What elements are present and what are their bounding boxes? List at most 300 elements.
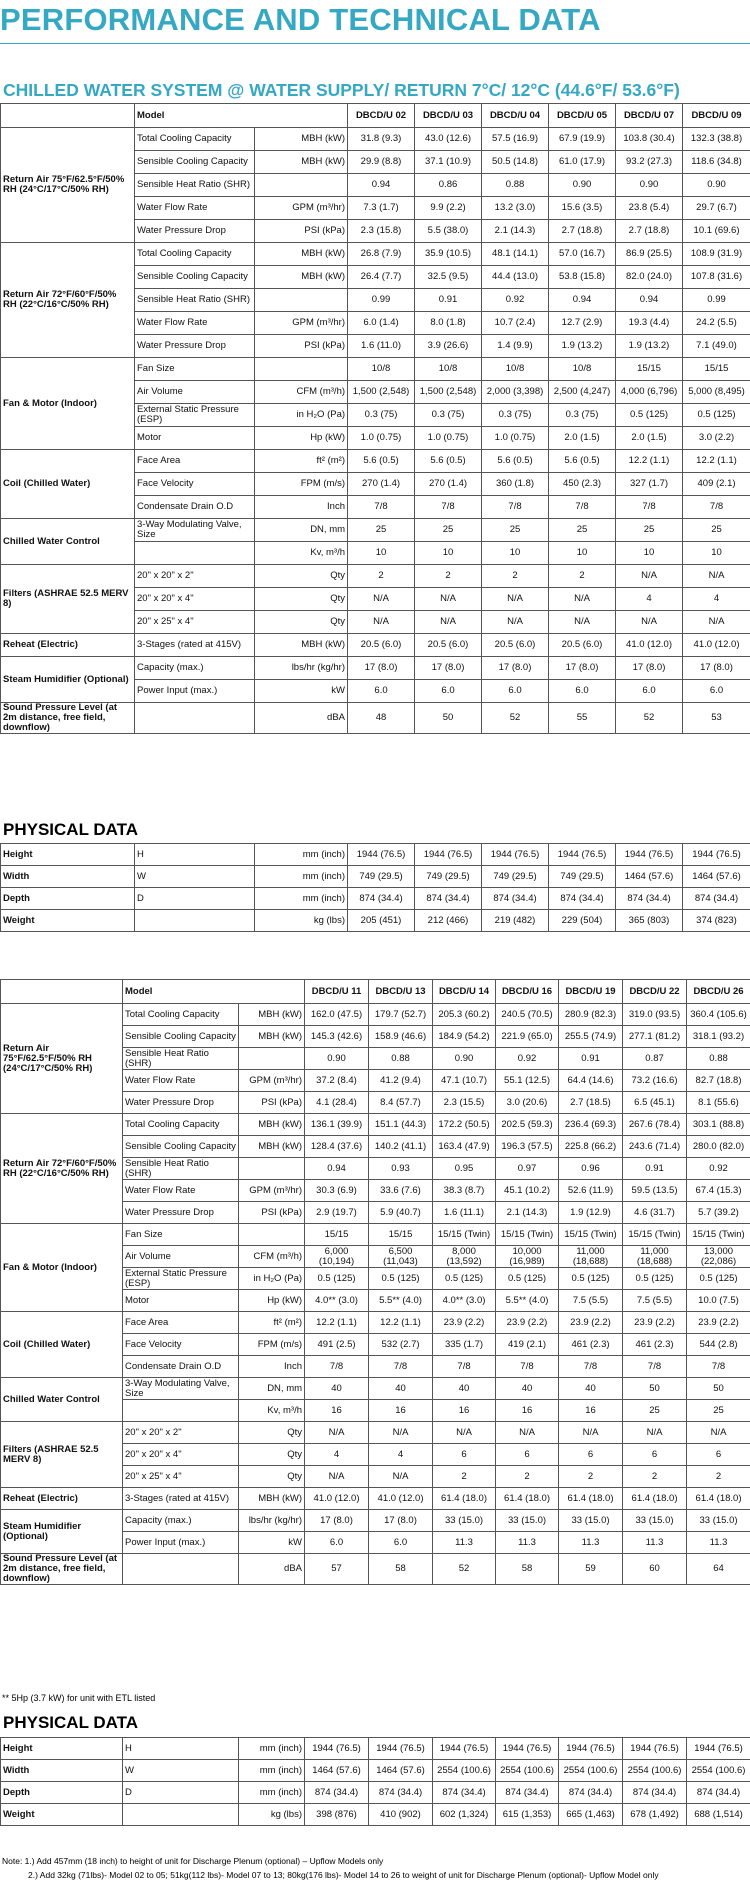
model-header: DBCD/U 09 <box>683 104 750 128</box>
value-cell: N/A <box>305 1422 369 1444</box>
model-header: DBCD/U 16 <box>496 980 559 1004</box>
value-cell: 6.0 <box>482 680 549 703</box>
value-cell: 1.6 (11.0) <box>348 335 415 358</box>
table-row <box>1 1224 750 1246</box>
value-cell: 10/8 <box>348 358 415 381</box>
value-cell: 172.2 (50.5) <box>433 1114 496 1136</box>
value-cell: 0.5 (125) <box>433 1268 496 1290</box>
model-header: DBCD/U 19 <box>559 980 623 1004</box>
param-label <box>135 542 255 565</box>
value-cell: 17 (8.0) <box>549 657 616 680</box>
value-cell: 4.0** (3.0) <box>305 1290 369 1312</box>
value-cell: 2.0 (1.5) <box>549 427 616 450</box>
value-cell: 41.0 (12.0) <box>369 1488 433 1510</box>
table-row <box>1 657 750 680</box>
value-cell: 73.2 (16.6) <box>623 1070 687 1092</box>
value-cell: 602 (1,324) <box>433 1804 496 1826</box>
group-label: Steam Humidifier (Optional) <box>1 657 135 703</box>
value-cell: 0.88 <box>687 1048 750 1070</box>
unit-label: lbs/hr (kg/hr) <box>255 657 348 680</box>
table-row <box>1 1782 750 1804</box>
param-label: 20" x 25" x 4" <box>135 611 255 634</box>
value-cell: 50 <box>687 1378 750 1400</box>
value-cell: 58 <box>369 1554 433 1585</box>
model-header: DBCD/U 05 <box>549 104 616 128</box>
unit-label <box>255 174 348 197</box>
value-cell: 0.92 <box>687 1158 750 1180</box>
value-cell: 140.2 (41.1) <box>369 1136 433 1158</box>
value-cell: 874 (34.4) <box>482 888 549 910</box>
value-cell: 0.5 (125) <box>496 1268 559 1290</box>
unit-label: DN, mm <box>255 519 348 542</box>
value-cell: 11.3 <box>496 1532 559 1554</box>
value-cell: 5,000 (8,495) <box>683 381 750 404</box>
value-cell: 1.9 (13.2) <box>616 335 683 358</box>
value-cell: 5.6 (0.5) <box>549 450 616 473</box>
value-cell: 13.2 (3.0) <box>482 197 549 220</box>
unit-label: MBH (kW) <box>239 1136 305 1158</box>
value-cell: 0.94 <box>549 289 616 312</box>
value-cell: 50 <box>415 703 482 734</box>
param-label: Water Pressure Drop <box>123 1202 239 1224</box>
value-cell: 874 (34.4) <box>348 888 415 910</box>
param-label <box>135 703 255 734</box>
value-cell: 461 (2.3) <box>623 1334 687 1356</box>
param-label: Condensate Drain O.D <box>135 496 255 519</box>
unit-label <box>255 358 348 381</box>
table-row <box>1 358 750 381</box>
value-cell: 255.5 (74.9) <box>559 1026 623 1048</box>
value-cell: 86.9 (25.5) <box>616 243 683 266</box>
unit-label <box>239 1224 305 1246</box>
param-label: Sensible Heat Ratio (SHR) <box>123 1048 239 1070</box>
physical-unit: mm (inch) <box>255 844 348 866</box>
value-cell: 15/15 (Twin) <box>687 1224 750 1246</box>
value-cell: 6,000 (10,194) <box>305 1246 369 1268</box>
value-cell: 15/15 <box>616 358 683 381</box>
param-label: Total Cooling Capacity <box>123 1004 239 1026</box>
value-cell: 0.88 <box>369 1048 433 1070</box>
value-cell: 61.4 (18.0) <box>687 1488 750 1510</box>
value-cell: 0.3 (75) <box>482 404 549 427</box>
value-cell: 749 (29.5) <box>549 866 616 888</box>
value-cell: 15/15 (Twin) <box>623 1224 687 1246</box>
value-cell: 40 <box>433 1378 496 1400</box>
table-row <box>1 1114 750 1136</box>
value-cell: 4.1 (28.4) <box>305 1092 369 1114</box>
value-cell: 229 (504) <box>549 910 616 932</box>
value-cell: 10.0 (7.5) <box>687 1290 750 1312</box>
value-cell: 163.4 (47.9) <box>433 1136 496 1158</box>
value-cell: 50 <box>623 1378 687 1400</box>
value-cell: 59 <box>559 1554 623 1585</box>
value-cell: 17 (8.0) <box>482 657 549 680</box>
value-cell: 2.3 (15.5) <box>433 1092 496 1114</box>
value-cell: 52 <box>616 703 683 734</box>
physical-data-title-2: PHYSICAL DATA <box>3 1713 139 1732</box>
value-cell: 57.5 (16.9) <box>482 128 549 151</box>
value-cell: 615 (1,353) <box>496 1804 559 1826</box>
param-label: External Static Pressure (ESP) <box>135 404 255 427</box>
value-cell: 0.86 <box>415 174 482 197</box>
value-cell: 4 <box>683 588 750 611</box>
value-cell: 360 (1.8) <box>482 473 549 496</box>
section-subtitle: CHILLED WATER SYSTEM @ WATER SUPPLY/ RETURN 7°C/ 12°C (44.6°F/ 53.6°F) <box>3 80 680 100</box>
param-label: Air Volume <box>135 381 255 404</box>
unit-label: MBH (kW) <box>239 1026 305 1048</box>
value-cell: 267.6 (78.4) <box>623 1114 687 1136</box>
value-cell: N/A <box>415 611 482 634</box>
table-row <box>1 703 750 734</box>
value-cell: 2.3 (15.8) <box>348 220 415 243</box>
physical-code: H <box>135 844 255 866</box>
group-label: Fan & Motor (Indoor) <box>1 1224 123 1312</box>
value-cell: 2 <box>687 1466 750 1488</box>
value-cell: 8.0 (1.8) <box>415 312 482 335</box>
value-cell: 15/15 (Twin) <box>433 1224 496 1246</box>
note-1: Note: 1.) Add 457mm (18 inch) to height of unit for Discharge Plenum (optional) – Upflow Models only <box>2 1856 384 1866</box>
value-cell: 0.90 <box>616 174 683 197</box>
value-cell: 9.9 (2.2) <box>415 197 482 220</box>
value-cell: 0.91 <box>559 1048 623 1070</box>
value-cell: N/A <box>482 611 549 634</box>
group-label: Return Air 75°F/62.5°F/50% RH (24°C/17°C/50% RH) <box>1 1004 123 1114</box>
value-cell: 15/15 (Twin) <box>559 1224 623 1246</box>
spec-table-models-02-09 <box>0 103 750 734</box>
param-label: 3-Way Modulating Valve, Size <box>135 519 255 542</box>
value-cell: 23.9 (2.2) <box>496 1312 559 1334</box>
value-cell: 41.0 (12.0) <box>616 634 683 657</box>
param-label: 3-Stages (rated at 415V) <box>135 634 255 657</box>
param-label: Water Flow Rate <box>123 1180 239 1202</box>
unit-label: Qty <box>239 1444 305 1466</box>
physical-code <box>123 1804 239 1826</box>
value-cell: 0.3 (75) <box>415 404 482 427</box>
value-cell: 145.3 (42.6) <box>305 1026 369 1048</box>
physical-name: Height <box>1 1738 123 1760</box>
value-cell: 219 (482) <box>482 910 549 932</box>
param-label: Total Cooling Capacity <box>123 1114 239 1136</box>
value-cell: 678 (1,492) <box>623 1804 687 1826</box>
value-cell: 2.7 (18.8) <box>616 220 683 243</box>
model-header: DBCD/U 22 <box>623 980 687 1004</box>
value-cell: 874 (34.4) <box>433 1782 496 1804</box>
value-cell: 0.93 <box>369 1158 433 1180</box>
value-cell: 1944 (76.5) <box>687 1738 750 1760</box>
physical-code: H <box>123 1738 239 1760</box>
note-2: 2.) Add 32kg (71lbs)- Model 02 to 05; 51kg(112 lbs)- Model 07 to 13; 80kg(176 lbs)- Model 14 to 26 to weight of unit for Discharge Plenum (optional)- Upflow Model only <box>28 1870 659 1880</box>
value-cell: 41.2 (9.4) <box>369 1070 433 1092</box>
value-cell: 749 (29.5) <box>415 866 482 888</box>
physical-unit: kg (lbs) <box>255 910 348 932</box>
value-cell: 118.6 (34.8) <box>683 151 750 174</box>
physical-name: Height <box>1 844 135 866</box>
value-cell: 67.4 (15.3) <box>687 1180 750 1202</box>
value-cell: 48.1 (14.1) <box>482 243 549 266</box>
value-cell: 665 (1,463) <box>559 1804 623 1826</box>
value-cell: 0.94 <box>305 1158 369 1180</box>
value-cell: 240.5 (70.5) <box>496 1004 559 1026</box>
value-cell: 6.0 <box>348 680 415 703</box>
param-label: Capacity (max.) <box>135 657 255 680</box>
physical-name: Weight <box>1 1804 123 1826</box>
value-cell: 0.88 <box>482 174 549 197</box>
table-row <box>1 844 750 866</box>
value-cell: 26.4 (7.7) <box>348 266 415 289</box>
value-cell: 0.92 <box>496 1048 559 1070</box>
value-cell: 318.1 (93.2) <box>687 1026 750 1048</box>
value-cell: 0.5 (125) <box>687 1268 750 1290</box>
value-cell: N/A <box>348 611 415 634</box>
value-cell: 319.0 (93.5) <box>623 1004 687 1026</box>
value-cell: 1464 (57.6) <box>616 866 683 888</box>
value-cell: 23.8 (5.4) <box>616 197 683 220</box>
value-cell: 1944 (76.5) <box>559 1738 623 1760</box>
value-cell: 2 <box>549 565 616 588</box>
unit-label: MBH (kW) <box>255 266 348 289</box>
group-label: Coil (Chilled Water) <box>1 450 135 519</box>
value-cell: 136.1 (39.9) <box>305 1114 369 1136</box>
value-cell: 15/15 <box>683 358 750 381</box>
param-label: Condensate Drain O.D <box>123 1356 239 1378</box>
value-cell: 0.94 <box>616 289 683 312</box>
value-cell: 10/8 <box>482 358 549 381</box>
value-cell: 33 (15.0) <box>433 1510 496 1532</box>
unit-label <box>255 289 348 312</box>
value-cell: 0.94 <box>348 174 415 197</box>
value-cell: 1.9 (12.9) <box>559 1202 623 1224</box>
value-cell: 205 (451) <box>348 910 415 932</box>
value-cell: 280.0 (82.0) <box>687 1136 750 1158</box>
param-label: Water Flow Rate <box>135 197 255 220</box>
value-cell: 1464 (57.6) <box>683 866 750 888</box>
param-label: Water Pressure Drop <box>135 220 255 243</box>
value-cell: 0.99 <box>348 289 415 312</box>
unit-label: kW <box>255 680 348 703</box>
value-cell: 6.0 <box>549 680 616 703</box>
param-label: Sensible Cooling Capacity <box>123 1136 239 1158</box>
unit-label: MBH (kW) <box>239 1488 305 1510</box>
unit-label: Qty <box>239 1422 305 1444</box>
value-cell: 15/15 <box>369 1224 433 1246</box>
unit-label: MBH (kW) <box>255 151 348 174</box>
value-cell: 374 (823) <box>683 910 750 932</box>
value-cell: 25 <box>549 519 616 542</box>
table-row <box>1 1422 750 1444</box>
value-cell: 7/8 <box>616 496 683 519</box>
page-title: PERFORMANCE AND TECHNICAL DATA <box>0 2 601 37</box>
value-cell: 57 <box>305 1554 369 1585</box>
value-cell: 6.5 (45.1) <box>623 1092 687 1114</box>
unit-label: CFM (m³/h) <box>239 1246 305 1268</box>
value-cell: 1944 (76.5) <box>623 1738 687 1760</box>
value-cell: 107.8 (31.6) <box>683 266 750 289</box>
value-cell: N/A <box>305 1466 369 1488</box>
value-cell: 2 <box>433 1466 496 1488</box>
value-cell: 40 <box>496 1378 559 1400</box>
table-row <box>1 1804 750 1826</box>
value-cell: 20.5 (6.0) <box>482 634 549 657</box>
value-cell: 7/8 <box>559 1356 623 1378</box>
value-cell: 4 <box>305 1444 369 1466</box>
value-cell: 1944 (76.5) <box>683 844 750 866</box>
value-cell: 303.1 (88.8) <box>687 1114 750 1136</box>
value-cell: N/A <box>415 588 482 611</box>
value-cell: 0.3 (75) <box>348 404 415 427</box>
model-header-label: Model <box>135 104 348 128</box>
spec-table-models-11-26 <box>0 979 750 1585</box>
value-cell: 7.3 (1.7) <box>348 197 415 220</box>
value-cell: 12.2 (1.1) <box>616 450 683 473</box>
value-cell: 0.5 (125) <box>559 1268 623 1290</box>
value-cell: 1,500 (2,548) <box>348 381 415 404</box>
value-cell: 365 (803) <box>616 910 683 932</box>
value-cell: 2.1 (14.3) <box>496 1202 559 1224</box>
table-row <box>1 128 750 151</box>
value-cell: 41.0 (12.0) <box>683 634 750 657</box>
param-label: Water Flow Rate <box>123 1070 239 1092</box>
physical-name: Depth <box>1 1782 123 1804</box>
model-header: DBCD/U 03 <box>415 104 482 128</box>
value-cell: 225.8 (66.2) <box>559 1136 623 1158</box>
value-cell: 874 (34.4) <box>369 1782 433 1804</box>
value-cell: 7/8 <box>305 1356 369 1378</box>
group-label: Return Air 75°F/62.5°F/50% RH (24°C/17°C/50% RH) <box>1 128 135 243</box>
value-cell: 23.9 (2.2) <box>623 1312 687 1334</box>
value-cell: 40 <box>369 1378 433 1400</box>
value-cell: 7/8 <box>687 1356 750 1378</box>
param-label: Water Pressure Drop <box>123 1092 239 1114</box>
value-cell: 26.8 (7.9) <box>348 243 415 266</box>
group-label: Coil (Chilled Water) <box>1 1312 123 1378</box>
group-label: Reheat (Electric) <box>1 634 135 657</box>
physical-table-models-02-09 <box>0 843 750 932</box>
model-header: DBCD/U 02 <box>348 104 415 128</box>
unit-label: CFM (m³/h) <box>255 381 348 404</box>
value-cell: 335 (1.7) <box>433 1334 496 1356</box>
value-cell: 132.3 (38.8) <box>683 128 750 151</box>
unit-label: PSI (kPa) <box>255 220 348 243</box>
unit-label: Kv, m³/h <box>255 542 348 565</box>
value-cell: 4.0** (3.0) <box>433 1290 496 1312</box>
value-cell: 17 (8.0) <box>348 657 415 680</box>
value-cell: 3.0 (2.2) <box>683 427 750 450</box>
physical-table-models-11-26 <box>0 1737 750 1826</box>
value-cell: N/A <box>623 1422 687 1444</box>
value-cell: 749 (29.5) <box>482 866 549 888</box>
value-cell: 52 <box>482 703 549 734</box>
unit-label: GPM (m³/hr) <box>255 312 348 335</box>
unit-label: Qty <box>239 1466 305 1488</box>
value-cell: 103.8 (30.4) <box>616 128 683 151</box>
value-cell: 15/15 (Twin) <box>496 1224 559 1246</box>
value-cell: 57.0 (16.7) <box>549 243 616 266</box>
value-cell: 236.4 (69.3) <box>559 1114 623 1136</box>
value-cell: 7/8 <box>415 496 482 519</box>
value-cell: 40 <box>559 1378 623 1400</box>
value-cell: 398 (876) <box>305 1804 369 1826</box>
physical-code: W <box>135 866 255 888</box>
value-cell: 184.9 (54.2) <box>433 1026 496 1048</box>
value-cell: 2554 (100.6) <box>496 1760 559 1782</box>
value-cell: 2.0 (1.5) <box>616 427 683 450</box>
value-cell: 61.4 (18.0) <box>623 1488 687 1510</box>
value-cell: 17 (8.0) <box>415 657 482 680</box>
value-cell: N/A <box>482 588 549 611</box>
value-cell: 25 <box>683 519 750 542</box>
value-cell: N/A <box>348 588 415 611</box>
value-cell: N/A <box>549 588 616 611</box>
value-cell: 13,000 (22,086) <box>687 1246 750 1268</box>
value-cell: 33 (15.0) <box>623 1510 687 1532</box>
model-header-label: Model <box>123 980 305 1004</box>
group-label: Sound Pressure Level (at 2m distance, free field, downflow) <box>1 1554 123 1585</box>
physical-unit: mm (inch) <box>239 1782 305 1804</box>
value-cell: 158.9 (46.6) <box>369 1026 433 1048</box>
unit-label <box>239 1048 305 1070</box>
unit-label: MBH (kW) <box>255 243 348 266</box>
unit-label: in H₂O (Pa) <box>239 1268 305 1290</box>
value-cell: 10 <box>616 542 683 565</box>
value-cell: 48 <box>348 703 415 734</box>
value-cell: 93.2 (27.3) <box>616 151 683 174</box>
value-cell: 4 <box>369 1444 433 1466</box>
value-cell: 874 (34.4) <box>496 1782 559 1804</box>
table-row <box>1 1738 750 1760</box>
value-cell: 20.5 (6.0) <box>348 634 415 657</box>
value-cell: 0.91 <box>415 289 482 312</box>
value-cell: 0.5 (125) <box>305 1268 369 1290</box>
value-cell: 23.9 (2.2) <box>687 1312 750 1334</box>
unit-label: ft² (m²) <box>255 450 348 473</box>
value-cell: N/A <box>616 611 683 634</box>
value-cell: 64 <box>687 1554 750 1585</box>
value-cell: 25 <box>415 519 482 542</box>
value-cell: 1944 (76.5) <box>369 1738 433 1760</box>
value-cell: 1464 (57.6) <box>305 1760 369 1782</box>
value-cell: 1944 (76.5) <box>348 844 415 866</box>
value-cell: 128.4 (37.6) <box>305 1136 369 1158</box>
value-cell: 410 (902) <box>369 1804 433 1826</box>
value-cell: 212 (466) <box>415 910 482 932</box>
param-label: Total Cooling Capacity <box>135 243 255 266</box>
value-cell: 16 <box>496 1400 559 1422</box>
value-cell: 2 <box>348 565 415 588</box>
value-cell: 19.3 (4.4) <box>616 312 683 335</box>
physical-code <box>135 910 255 932</box>
value-cell: 874 (34.4) <box>687 1782 750 1804</box>
value-cell: 2 <box>482 565 549 588</box>
value-cell: 6 <box>687 1444 750 1466</box>
physical-unit: mm (inch) <box>239 1738 305 1760</box>
value-cell: 874 (34.4) <box>305 1782 369 1804</box>
group-label: Chilled Water Control <box>1 519 135 565</box>
param-label: Power Input (max.) <box>135 680 255 703</box>
value-cell: 7/8 <box>482 496 549 519</box>
value-cell: 33 (15.0) <box>687 1510 750 1532</box>
value-cell: 1.4 (9.9) <box>482 335 549 358</box>
value-cell: 47.1 (10.7) <box>433 1070 496 1092</box>
value-cell: 11,000 (18,688) <box>559 1246 623 1268</box>
unit-label: Hp (kW) <box>255 427 348 450</box>
value-cell: 749 (29.5) <box>348 866 415 888</box>
value-cell: 1944 (76.5) <box>305 1738 369 1760</box>
value-cell: 52 <box>433 1554 496 1585</box>
value-cell: 5.5** (4.0) <box>369 1290 433 1312</box>
value-cell: 7/8 <box>496 1356 559 1378</box>
value-cell: 2.7 (18.5) <box>559 1092 623 1114</box>
value-cell: 0.3 (75) <box>549 404 616 427</box>
